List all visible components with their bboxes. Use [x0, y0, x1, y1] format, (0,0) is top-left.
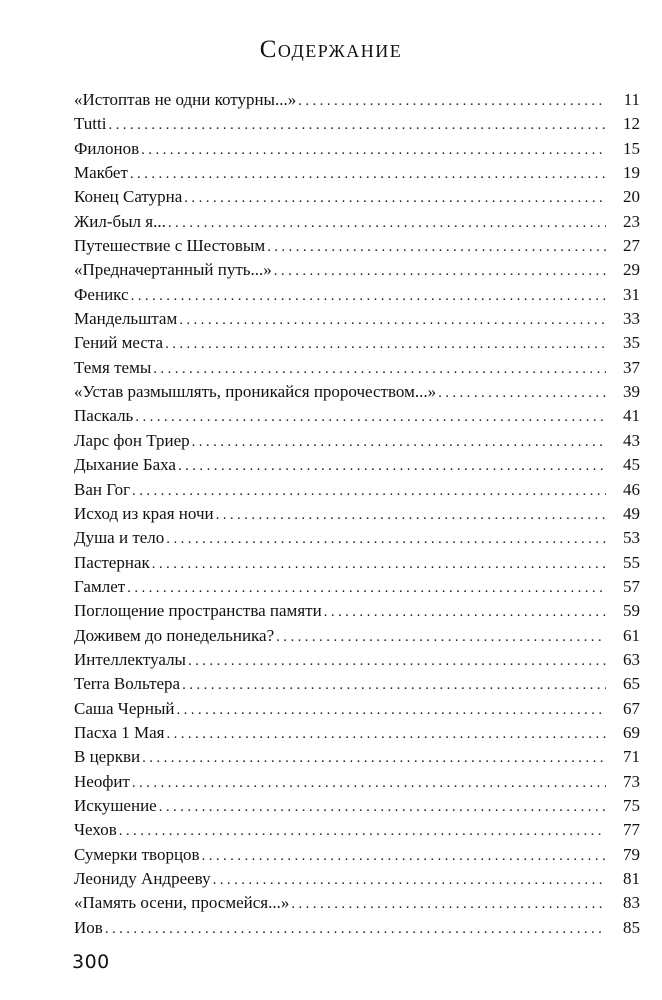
dot-leader: [276, 625, 606, 649]
toc-entry-page: 27: [623, 236, 640, 256]
toc-entry: [74, 502, 640, 526]
toc-entry: [74, 380, 640, 404]
dot-leader: [176, 698, 606, 722]
dot-leader: [131, 284, 606, 308]
toc-entry-page: 75: [623, 795, 640, 815]
toc-entry-title: Пастернак: [74, 552, 150, 572]
toc-entry: [74, 624, 640, 648]
toc-entry: [74, 258, 640, 282]
toc-entry-page: 39: [623, 382, 640, 402]
dot-leader: [132, 479, 606, 503]
toc-entry-title: «Предначертанный путь...»: [74, 260, 272, 280]
toc-entry-title: Леониду Андрееву: [74, 869, 211, 888]
toc-entry-page: 20: [623, 187, 640, 207]
dot-leader: [178, 454, 606, 478]
toc-entry-page: 55: [623, 552, 640, 572]
toc-entry-title: Саша Черный: [74, 698, 175, 718]
toc-entry: [74, 478, 640, 502]
toc-entry-title: Жил-был я...: [74, 211, 166, 231]
toc-entry: [74, 404, 640, 428]
toc-entry-title: Неофит: [74, 771, 130, 791]
toc-entry: [74, 331, 640, 355]
toc-entry: [74, 843, 640, 867]
dot-leader: [324, 600, 606, 624]
toc-entry-title: Ван Гог: [74, 479, 131, 499]
dot-leader: [166, 722, 606, 746]
dot-leader: [291, 892, 606, 916]
toc-entry-title: Tutti: [74, 114, 107, 134]
dot-leader: [216, 503, 606, 527]
toc-entry-page: 67: [623, 698, 640, 718]
toc-entry-title: Исход из края ночи: [74, 503, 214, 523]
page-title: Содержание: [259, 36, 403, 63]
dot-leader: [274, 259, 606, 283]
toc-entry: [74, 429, 640, 453]
dot-leader: [192, 430, 606, 454]
toc-entry-page: 83: [623, 893, 640, 913]
dot-leader: [165, 332, 606, 356]
toc-entry-page: 61: [623, 625, 640, 645]
toc-entry: [74, 137, 640, 161]
toc-entry-page: 46: [623, 479, 640, 499]
toc-entry: [74, 356, 640, 380]
toc-entry: [74, 745, 640, 769]
dot-leader: [142, 746, 606, 770]
dot-leader: [119, 819, 606, 843]
toc-entry-title: Гений места: [74, 333, 164, 353]
dot-leader: [184, 186, 606, 210]
toc-entry-page: 77: [623, 820, 640, 840]
toc-entry-page: 81: [623, 869, 640, 888]
toc-entry: [74, 891, 640, 915]
toc-entry: [74, 307, 640, 331]
toc-entry: [74, 916, 640, 940]
toc-entry-title: Дыхание Баха: [74, 455, 176, 475]
toc-entry-title: Мандельштам: [74, 309, 178, 329]
toc-entry-page: 31: [623, 284, 640, 304]
toc-entry-page: 41: [623, 406, 640, 426]
toc-entry-title: «Устав размышлять, проникайся пророчеством...»: [74, 382, 437, 402]
toc-entry-title: Конец Сатурна: [74, 187, 183, 207]
toc-entry-page: 57: [623, 576, 640, 596]
toc-entry-title: Сумерки творцов: [74, 844, 200, 864]
toc-entry-title: Путешествие с Шестовым: [74, 236, 266, 256]
toc-entry-title: В церкви: [74, 747, 141, 767]
dot-leader: [213, 868, 606, 892]
toc-entry-title: Terra Вольтера: [74, 674, 181, 694]
toc-entry-title: Гамлет: [74, 576, 126, 596]
toc-entry: [74, 551, 640, 575]
toc-entry-title: Феникс: [74, 284, 129, 304]
toc-entry: [74, 697, 640, 721]
toc-entry-page: 59: [623, 601, 640, 621]
toc-entry: [74, 210, 640, 234]
toc-entry-page: 53: [623, 528, 640, 548]
toc-entry-page: 79: [623, 844, 640, 864]
toc-entry: [74, 185, 640, 209]
table-of-contents: [74, 88, 640, 940]
toc-entry-page: 69: [623, 722, 640, 742]
toc-entry: [74, 526, 640, 550]
toc-entry-page: 43: [623, 430, 640, 450]
dot-leader: [153, 357, 606, 381]
dot-leader: [438, 381, 606, 405]
toc-entry: [74, 721, 640, 745]
toc-entry-title: Филонов: [74, 138, 140, 158]
toc-entry-page: 23: [623, 211, 640, 231]
toc-entry: [74, 234, 640, 258]
dot-leader: [179, 308, 606, 332]
dot-leader: [168, 211, 606, 235]
toc-entry: [74, 575, 640, 599]
toc-entry-page: 15: [623, 138, 640, 158]
toc-entry-page: 73: [623, 771, 640, 791]
dot-leader: [188, 649, 606, 673]
toc-entry-page: 65: [623, 674, 640, 694]
toc-entry-page: 63: [623, 649, 640, 669]
toc-entry-page: 45: [623, 455, 640, 475]
dot-leader: [130, 162, 606, 186]
toc-entry-title: Макбет: [74, 163, 128, 183]
toc-entry-title: Пасха 1 Мая: [74, 722, 165, 742]
toc-entry-page: 29: [623, 260, 640, 280]
dot-leader: [159, 795, 606, 819]
toc-entry-title: Ларс фон Триер: [74, 430, 190, 450]
dot-leader: [108, 113, 606, 137]
toc-entry-title: Интеллектуалы: [74, 649, 186, 669]
toc-entry: [74, 283, 640, 307]
toc-entry-page: 85: [623, 917, 640, 937]
toc-entry-page: 11: [623, 90, 640, 109]
dot-leader: [166, 527, 606, 551]
toc-entry-title: «Память осени, просмейся...»: [74, 893, 290, 913]
toc-entry-title: Душа и тело: [74, 528, 165, 548]
toc-entry: [74, 794, 640, 818]
dot-leader: [152, 552, 606, 576]
dot-leader: [127, 576, 606, 600]
toc-entry: [74, 867, 640, 891]
toc-entry-page: 49: [623, 503, 640, 523]
toc-entry: [74, 818, 640, 842]
toc-entry-title: Искушение: [74, 795, 157, 815]
toc-entry-page: 12: [623, 114, 640, 134]
dot-leader: [202, 844, 606, 868]
dot-leader: [105, 917, 606, 941]
toc-entry-title: Поглощение пространства памяти: [74, 601, 322, 621]
toc-entry-page: 19: [623, 163, 640, 183]
toc-entry-title: Чехов: [74, 820, 117, 840]
toc-entry: [74, 88, 640, 112]
toc-entry-title: Иов: [74, 917, 103, 937]
toc-entry-page: 37: [623, 357, 640, 377]
toc-entry: [74, 112, 640, 136]
page-number: 300: [72, 951, 110, 973]
dot-leader: [298, 89, 606, 113]
dot-leader: [132, 771, 606, 795]
dot-leader: [182, 673, 606, 697]
dot-leader: [135, 405, 606, 429]
toc-entry-page: 71: [623, 747, 640, 767]
toc-entry-title: Темя темы: [74, 357, 152, 377]
dot-leader: [141, 138, 606, 162]
dot-leader: [267, 235, 606, 259]
toc-entry: [74, 453, 640, 477]
toc-entry-page: 35: [623, 333, 640, 353]
toc-entry-page: 33: [623, 309, 640, 329]
toc-entry: [74, 770, 640, 794]
toc-entry: [74, 161, 640, 185]
toc-entry-title: «Истоптав не одни котурны...»: [74, 90, 297, 109]
toc-entry: [74, 672, 640, 696]
toc-entry: [74, 648, 640, 672]
toc-entry: [74, 599, 640, 623]
toc-entry-title: Доживем до понедельника?: [74, 625, 275, 645]
toc-entry-title: Паскаль: [74, 406, 134, 426]
